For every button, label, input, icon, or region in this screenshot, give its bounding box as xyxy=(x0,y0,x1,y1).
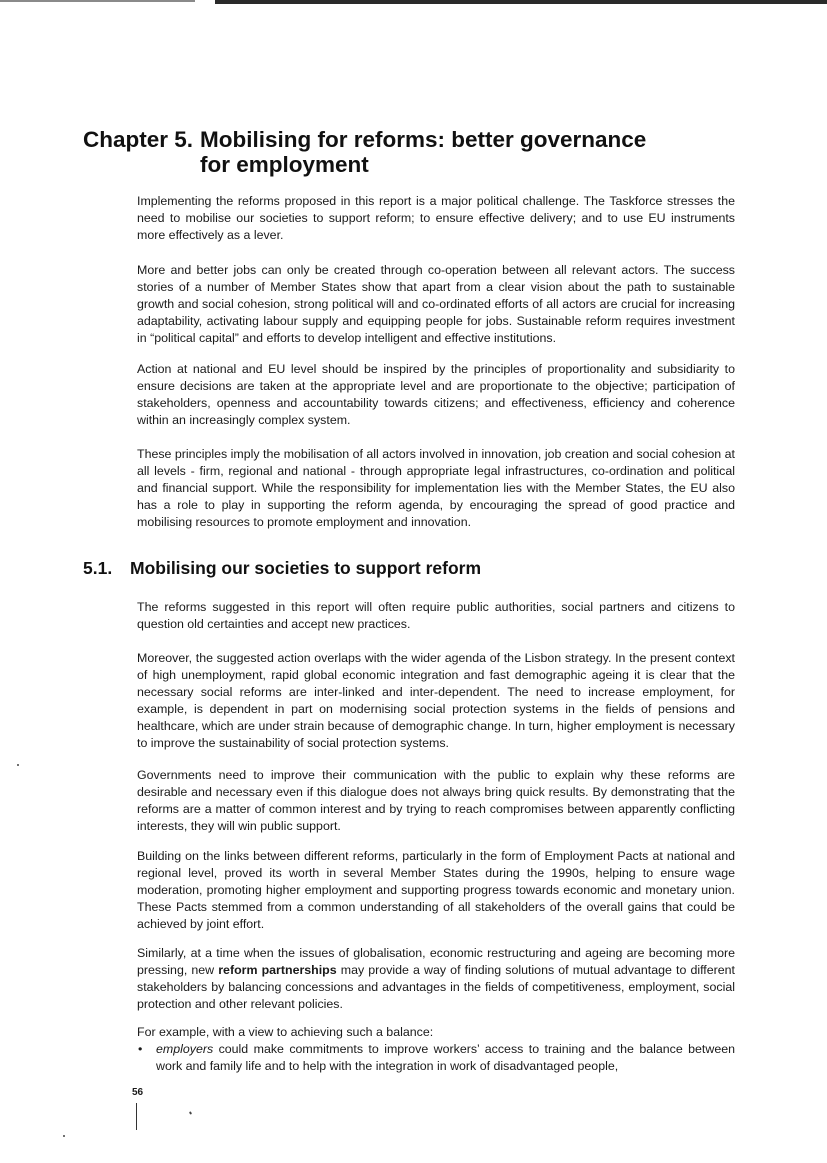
scan-speck xyxy=(189,1111,192,1115)
section-paragraph-4: Building on the links between different reforms, particularly in the form of Employment Pacts at national and regional level, proved its worth in several Member States during the 1990s, helping to ensure wage moderation, promoting higher employment and supporting progress towards economic and monetary union. These Pacts stemmed from a common understanding of all stakeholders of the overall gains that could be achieved by joint effort. xyxy=(137,849,735,931)
margin-rule xyxy=(136,1103,137,1130)
partnership-text-before: Similarly, at a time when the issues of globalisation, economic restructuring and ageing are becoming more pressing, new xyxy=(137,946,735,977)
chapter-title-line2: for employment xyxy=(200,152,369,177)
bullet-text: could make commitments to improve workers’ access to training and the balance between work and family life and to help with the integration in work of disadvantaged people, xyxy=(156,1042,735,1073)
section-title: Mobilising our societies to support reform xyxy=(130,558,481,578)
scan-speck xyxy=(63,1135,65,1137)
intro-paragraph-2: More and better jobs can only be created through co-operation between all relevant actors. The success stories of a number of Member States show that apart from a clear vision about the path to sustainable growth and social cohesion, strong political will and co-ordinated efforts of all actors are crucial for increasing adaptability, activating labour supply and equipping people for jobs. Sustainable reform requires investment in “political capital” and efforts to develop intelligent and effective institutions. xyxy=(137,263,735,345)
intro-paragraph-1: Implementing the reforms proposed in this report is a major political challenge. The Taskforce stresses the need to mobilise our societies to support reform; to ensure effective delivery; and to use EU instruments more effectively as a lever. xyxy=(137,194,735,242)
list-item xyxy=(137,1041,735,1075)
scan-speck xyxy=(17,764,19,766)
reform-partnerships-term: reform partnerships xyxy=(218,963,337,977)
section-paragraph-2: Moreover, the suggested action overlaps with the wider agenda of the Lisbon strategy. In the present context of high unemployment, rapid global economic integration and fast demographic ageing it is clear that the necessary social reforms are inter-linked and inter-dependent. The need to increase employment, for example, is dependent in part on modernising social protection systems in the fields of pensions and healthcare, which are under strain because of demographic change. In turn, higher employment is necessary to improve the sustainability of social protection systems. xyxy=(137,651,735,750)
section-heading xyxy=(83,557,743,579)
intro-paragraph-3: Action at national and EU level should be inspired by the principles of proportionality and subsidiarity to ensure decisions are taken at the appropriate level and are proportionate to the objective; participation of stakeholders, openness and accountability towards citizens; and effectiveness, efficiency and coherence within an increasingly complex system. xyxy=(137,362,735,427)
intro-paragraph-4: These principles imply the mobilisation of all actors involved in innovation, job creation and social cohesion at all levels - firm, regional and national - through appropriate legal infrastructures, co-ordination and political and financial support. While the responsibility for implementation lies with the Member States, the EU also has a role to play in supporting the reform agenda, by encouraging the spread of good practice and mobilising resources to promote employment and innovation. xyxy=(137,447,735,529)
example-intro: For example, with a view to achieving such a balance: xyxy=(137,1025,434,1039)
bullet-list xyxy=(137,1041,735,1075)
bullet-term: employers xyxy=(156,1042,214,1056)
reform-partnerships-paragraph xyxy=(137,945,735,1013)
top-scan-rule-right xyxy=(215,0,827,4)
chapter-number: Chapter 5. xyxy=(83,127,194,152)
partnership-text-after: may provide a way of finding solutions of mutual advantage to different stakeholders by balancing concessions and advantages in the fields of competitiveness, employment, social protection and other relevant policies. xyxy=(137,963,735,1011)
chapter-title xyxy=(83,127,743,177)
top-scan-rule-left xyxy=(0,0,195,2)
section-paragraph-3: Governments need to improve their communication with the public to explain why these reforms are desirable and necessary even if this dialogue does not always bring quick results. By demonstrating that the reforms are a matter of common interest and by trying to reach compromises between apparently conflicting interests, they will win public support. xyxy=(137,768,735,833)
bullet-marker: • xyxy=(138,1042,143,1056)
section-number: 5.1. xyxy=(83,558,113,578)
page-number: 56 xyxy=(132,1087,144,1098)
chapter-title-line1: Mobilising for reforms: better governance xyxy=(200,127,647,152)
section-paragraph-1: The reforms suggested in this report will often require public authorities, social partners and citizens to question old certainties and accept new practices. xyxy=(137,600,735,631)
